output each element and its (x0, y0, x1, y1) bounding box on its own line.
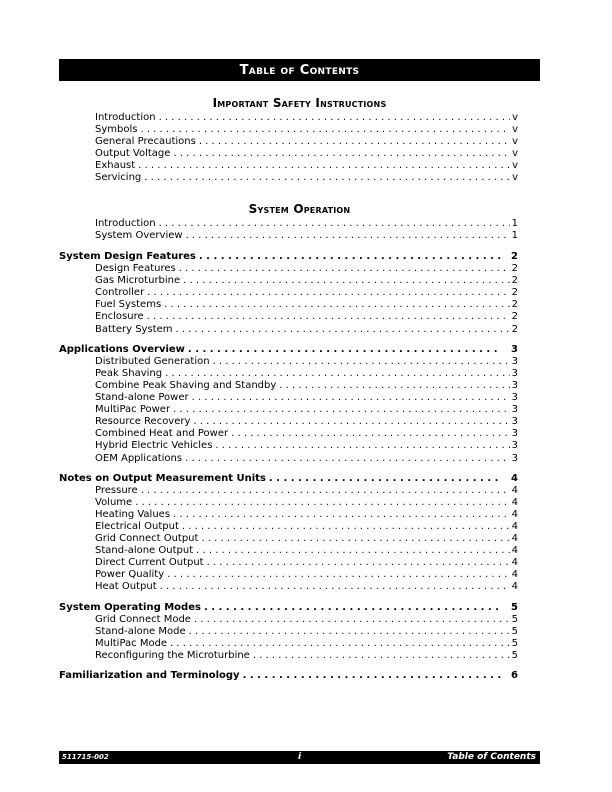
toc-entry-page: 4 (511, 496, 518, 508)
toc-chapter[interactable] (59, 670, 518, 682)
toc-entry-label: Enclosure (95, 311, 144, 323)
toc-entry-page: 2 (511, 323, 518, 335)
page-title: Table of Contents (239, 62, 360, 78)
toc-entry-page: 4 (511, 557, 518, 569)
dot-leader (147, 287, 509, 299)
toc-entry-label: Volume (95, 496, 133, 508)
doc-number: 511715-002 (62, 753, 109, 761)
toc-entry[interactable] (59, 287, 518, 299)
toc-entry[interactable] (59, 428, 518, 440)
toc-entry-label: Gas Microturbine (95, 275, 181, 287)
toc-entry-page: 3 (511, 404, 518, 416)
toc-chapter-page: 3 (511, 343, 518, 355)
toc-entry-label: Peak Shaving (95, 367, 163, 379)
toc-entry-label: Combine Peak Shaving and Standby (95, 379, 277, 391)
toc-chapter[interactable] (59, 251, 518, 263)
toc-entry[interactable] (59, 263, 518, 275)
toc-chapter-page: 2 (511, 251, 518, 262)
safety-heading: Important Safety Instructions (212, 96, 387, 110)
system-operation-entries (59, 218, 518, 242)
dot-leader (193, 416, 509, 428)
toc-entry-page: 5 (511, 613, 518, 625)
dot-leader (179, 263, 510, 275)
toc-entry[interactable] (59, 626, 518, 638)
toc-entry-label: Stand-alone Mode (95, 625, 186, 637)
dot-leader (189, 626, 510, 638)
toc-entry[interactable] (59, 521, 518, 533)
dot-leader (159, 112, 511, 124)
toc-entry-page: 4 (511, 533, 518, 545)
dot-leader (183, 275, 509, 287)
toc-entry-page: 5 (511, 649, 518, 661)
page-footer (59, 751, 540, 764)
dot-leader (165, 368, 510, 380)
toc-entry[interactable] (59, 557, 518, 569)
toc-entry[interactable] (59, 160, 518, 172)
toc-chapter-page: 5 (511, 601, 518, 613)
dot-leader (231, 428, 510, 440)
toc-entry-page: 4 (511, 508, 518, 520)
toc-title-bar (59, 59, 540, 81)
toc-entry-label: Electrical Output (95, 520, 179, 532)
toc-chapter-page: 4 (511, 472, 518, 484)
toc-entry[interactable] (59, 275, 518, 287)
toc-entry[interactable] (59, 453, 518, 465)
toc-entry[interactable] (59, 545, 518, 557)
dot-leader (170, 638, 510, 650)
toc-entry[interactable] (59, 230, 518, 242)
dot-leader (186, 230, 510, 242)
toc-entry-label: Servicing (95, 172, 142, 184)
toc-entry[interactable] (59, 392, 518, 404)
dot-leader (175, 324, 509, 336)
toc-entry-page: 2 (511, 311, 518, 323)
toc-entry[interactable] (59, 172, 518, 184)
toc-entry-label: Heat Output (95, 581, 157, 593)
dot-leader (201, 533, 509, 545)
toc-entry-label: Output Voltage (95, 148, 171, 160)
toc-entry-label: General Precautions (95, 136, 196, 148)
toc-entry-page: v (512, 172, 518, 184)
chapter-block (59, 251, 518, 336)
toc-entry-page: 2 (511, 275, 518, 287)
toc-entry-page: 1 (511, 218, 518, 229)
toc-entry-label: Introduction (95, 218, 156, 229)
toc-entry[interactable] (59, 614, 518, 626)
safety-entries (59, 112, 518, 185)
toc-entry[interactable] (59, 136, 518, 148)
toc-entry-page: 2 (511, 263, 518, 275)
dot-leader (160, 581, 510, 593)
toc-chapter-label: Familiarization and Terminology (59, 670, 240, 681)
dot-leader (144, 172, 510, 184)
toc-entry-label: Direct Current Output (95, 557, 204, 569)
dot-leader (138, 160, 510, 172)
toc-entry[interactable] (59, 650, 518, 662)
toc-entry-label: Stand-alone Power (95, 392, 189, 404)
toc-entry[interactable] (59, 124, 518, 136)
chapter-block (59, 602, 518, 662)
dot-leader (135, 497, 509, 509)
toc-entry[interactable] (59, 148, 518, 160)
dot-leader (253, 650, 510, 662)
toc-entry-label: Controller (95, 287, 145, 299)
toc-entry-label: Grid Connect Output (95, 533, 199, 545)
toc-entry-label: Resource Recovery (95, 416, 191, 428)
toc-entry-page: 3 (511, 452, 518, 464)
dot-leader (140, 124, 510, 136)
dot-leader (159, 218, 510, 230)
toc-entry-label: Exhaust (95, 160, 136, 172)
toc-entry[interactable] (59, 638, 518, 650)
toc-entry-label: Introduction (95, 112, 156, 123)
footer-page-number: i (297, 752, 302, 762)
toc-entry-label: System Overview (95, 230, 183, 242)
footer-section-title: Table of Contents (447, 752, 536, 762)
dot-leader (194, 614, 510, 626)
toc-entry[interactable] (59, 569, 518, 581)
toc-chapter-label: Applications Overview (59, 343, 185, 355)
toc-entry-page: 3 (511, 428, 518, 440)
toc-entry[interactable] (59, 404, 518, 416)
toc-entry[interactable] (59, 440, 518, 452)
toc-chapter-label: Notes on Output Measurement Units (59, 472, 266, 484)
dot-leader (199, 136, 510, 148)
dot-leader (188, 344, 501, 356)
dot-leader (269, 473, 501, 485)
toc-entry[interactable] (59, 368, 518, 380)
dot-leader (182, 521, 510, 533)
toc-entry[interactable] (59, 356, 518, 368)
toc-entry-page: 4 (511, 484, 518, 496)
dot-leader (192, 392, 510, 404)
toc-entry-label: Reconfiguring the Microturbine (95, 649, 250, 661)
toc-entry-label: Combined Heat and Power (95, 428, 229, 440)
dot-leader (243, 670, 501, 682)
toc-entry-page: v (512, 136, 518, 148)
dot-leader (213, 356, 510, 368)
toc-entry[interactable] (59, 380, 518, 392)
toc-entry-page: 3 (511, 355, 518, 367)
system-operation-heading: System Operation (248, 202, 351, 216)
dot-leader (207, 557, 510, 569)
toc-chapter-label: System Design Features (59, 251, 196, 262)
toc-entry[interactable] (59, 485, 518, 497)
chapter-block (59, 670, 518, 682)
dot-leader (141, 485, 510, 497)
toc-entry-label: Battery System (95, 323, 173, 335)
dot-leader (167, 569, 509, 581)
toc-entry[interactable] (59, 416, 518, 428)
toc-entry[interactable] (59, 218, 518, 230)
toc-entry-page: 3 (511, 416, 518, 428)
dot-leader (164, 299, 509, 311)
toc-entry-label: Heating Values (95, 508, 171, 520)
dot-leader (196, 545, 510, 557)
toc-entry-page: 5 (511, 625, 518, 637)
toc-entry[interactable] (59, 509, 518, 521)
toc-entry-page: 3 (511, 440, 518, 452)
toc-entry-label: Pressure (95, 484, 138, 496)
toc-entry-page: v (512, 112, 518, 123)
toc-entry-page: v (512, 148, 518, 160)
toc-entry-page: 2 (511, 299, 518, 311)
toc-chapter-page: 6 (511, 670, 518, 681)
toc-entry-label: Symbols (95, 124, 138, 136)
toc-entry-label: Hybrid Electric Vehicles (95, 440, 213, 452)
toc-entry-page: 3 (511, 367, 518, 379)
toc-entry-label: OEM Applications (95, 452, 183, 464)
dot-leader (173, 509, 510, 521)
toc-chapter[interactable] (59, 473, 518, 485)
toc-entry[interactable] (59, 324, 518, 336)
chapter-block (59, 473, 518, 594)
toc-entry[interactable] (59, 533, 518, 545)
toc-entry-label: Stand-alone Output (95, 545, 194, 557)
toc-entry-page: 4 (511, 569, 518, 581)
toc-entry-page: 5 (511, 637, 518, 649)
toc-entry[interactable] (59, 497, 518, 509)
dot-leader (215, 440, 509, 452)
toc-entry-label: MultiPac Mode (95, 637, 168, 649)
toc-entry-page: 2 (511, 287, 518, 299)
toc-entry-page: 3 (511, 392, 518, 404)
toc-entry[interactable] (59, 311, 518, 323)
toc-entry-label: Design Features (95, 263, 176, 275)
chapter-list (59, 251, 518, 690)
toc-entry[interactable] (59, 581, 518, 593)
toc-entry-page: 4 (511, 520, 518, 532)
toc-entry[interactable] (59, 112, 518, 124)
dot-leader (199, 251, 501, 263)
toc-entry-label: Grid Connect Mode (95, 613, 191, 625)
toc-chapter[interactable] (59, 602, 518, 614)
toc-chapter-label: System Operating Modes (59, 601, 201, 613)
toc-entry-label: MultiPac Power (95, 404, 171, 416)
toc-chapter[interactable] (59, 344, 518, 356)
toc-entry-label: Distributed Generation (95, 355, 210, 367)
toc-entry-page: v (512, 124, 518, 136)
dot-leader (279, 380, 509, 392)
dot-leader (147, 311, 510, 323)
toc-entry-label: Fuel Systems (95, 299, 162, 311)
toc-entry-page: 1 (511, 230, 518, 242)
toc-entry-page: 4 (511, 581, 518, 593)
toc-entry-page: 4 (511, 545, 518, 557)
toc-entry-page: v (512, 160, 518, 172)
dot-leader (204, 602, 501, 614)
toc-entry-label: Power Quality (95, 569, 165, 581)
chapter-block (59, 344, 518, 465)
toc-entry[interactable] (59, 299, 518, 311)
dot-leader (173, 148, 510, 160)
toc-entry-page: 3 (511, 379, 518, 391)
dot-leader (185, 453, 510, 465)
dot-leader (173, 404, 510, 416)
